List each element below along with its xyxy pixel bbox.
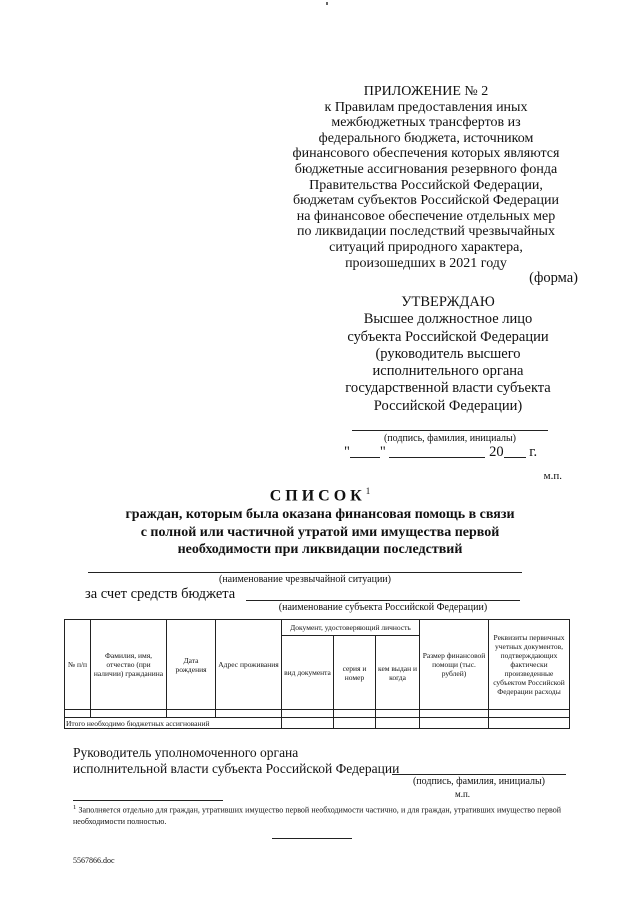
budget-subject-field[interactable] xyxy=(246,600,520,601)
appendix-line: на финансовое обеспечение отдельных мер xyxy=(296,208,556,224)
col-header-id-document: Документ, удостоверяющий личность xyxy=(282,620,420,636)
approval-signature-caption: (подпись, фамилия, инициалы) xyxy=(383,433,517,444)
table-cell[interactable] xyxy=(65,710,91,718)
col-header-address: Адрес проживания xyxy=(216,620,282,710)
approval-stamp-label: м.п. xyxy=(543,470,562,482)
table-total-row xyxy=(65,718,570,729)
subtitle-line: необходимости при ликвидации последствий xyxy=(177,542,463,557)
table-cell[interactable] xyxy=(282,718,334,729)
approval-signature-line[interactable] xyxy=(352,430,548,431)
appendix-line: произошедших в 2021 году xyxy=(345,255,507,271)
appendix-line: бюджетные ассигнования резервного фонда xyxy=(294,161,558,177)
form-label: (форма) xyxy=(529,270,578,286)
budget-label: за счет средств бюджета xyxy=(85,586,236,602)
table-cell[interactable] xyxy=(376,710,420,718)
approval-date-row xyxy=(344,444,537,461)
approval-title: УТВЕРЖДАЮ xyxy=(401,294,495,310)
date-year-field[interactable] xyxy=(504,444,526,458)
emergency-name-field[interactable] xyxy=(88,572,522,573)
head-signature-line[interactable] xyxy=(392,774,566,775)
col-header-doc-series: серия и номер xyxy=(334,636,376,710)
table-cell[interactable] xyxy=(334,718,376,729)
date-year-suffix: г. xyxy=(529,444,538,460)
col-header-doc-type: вид документа xyxy=(282,636,334,710)
col-header-birth-date: Дата рождения xyxy=(167,620,216,710)
appendix-line: к Правилам предоставления иных xyxy=(324,99,528,115)
approval-block xyxy=(318,294,578,415)
list-title-text: СПИСОК xyxy=(269,487,366,505)
appendix-line: по ликвидации последствий чрезвычайных xyxy=(297,224,555,240)
date-quote-open: " xyxy=(344,444,350,460)
head-title-line: Руководитель уполномоченного органа xyxy=(73,745,299,760)
approval-line: (руководитель высшего xyxy=(375,345,521,362)
appendix-title: ПРИЛОЖЕНИЕ № 2 xyxy=(363,84,489,99)
table-cell[interactable] xyxy=(334,710,376,718)
table-cell[interactable] xyxy=(282,710,334,718)
approval-line: исполнительного органа xyxy=(372,363,524,380)
total-label: Итого необходимо бюджетных ассигнований xyxy=(65,718,282,729)
date-day-field[interactable] xyxy=(350,444,380,458)
table-cell[interactable] xyxy=(420,710,489,718)
head-signature-caption: (подпись, фамилия, инициалы) xyxy=(412,776,546,787)
date-year-prefix: 20 xyxy=(489,444,504,460)
appendix-line: бюджетам субъектов Российской Федерации xyxy=(293,193,559,209)
appendix-line: федерального бюджета, источником xyxy=(318,130,534,146)
approval-line: Высшее должностное лицо xyxy=(363,311,533,328)
appendix-line: финансового обеспечения которых являются xyxy=(292,146,560,162)
approval-line: государственной власти субъекта xyxy=(345,380,551,397)
table-cell[interactable] xyxy=(489,710,570,718)
col-header-doc-issued: кем выдан и когда xyxy=(376,636,420,710)
col-header-requisites: Реквизиты первичных учетных документов, подтверждающих фактически произведенные субъектом Российской Федерации расходы xyxy=(489,620,570,710)
col-header-name: Фамилия, имя, отчество (при наличии) гражданина xyxy=(91,620,167,710)
subtitle-line: граждан, которым была оказана финансовая помощь в связи xyxy=(125,507,515,522)
table-cell[interactable] xyxy=(376,718,420,729)
end-divider xyxy=(272,838,352,839)
head-stamp-label: м.п. xyxy=(455,789,471,799)
date-quote-close: " xyxy=(379,444,386,460)
table-cell[interactable] xyxy=(91,710,167,718)
citizens-table xyxy=(64,619,570,729)
subtitle-line: с полной или частичной утратой ими имущества первой xyxy=(140,524,500,540)
budget-subject-caption: (наименование субъекта Российской Федерации) xyxy=(278,602,488,613)
appendix-line: межбюджетных трансфертов из xyxy=(331,115,521,131)
head-title-line: исполнительной власти субъекта Российской Федерации xyxy=(73,761,400,776)
footnote-number: 1 xyxy=(73,804,77,811)
document-id: 5567866.doc xyxy=(73,856,115,865)
total-amount-cell[interactable] xyxy=(420,718,489,729)
table-cell[interactable] xyxy=(489,718,570,729)
approval-line: субъекта Российской Федерации xyxy=(347,328,549,345)
approval-line: Российской Федерации) xyxy=(373,397,523,414)
footnote-divider xyxy=(73,800,223,801)
appendix-line: Правительства Российской Федерации, xyxy=(309,177,543,193)
footnote-mark: 1 xyxy=(365,486,371,496)
list-subtitle xyxy=(90,506,550,559)
scan-mark xyxy=(326,2,328,5)
table-row xyxy=(65,710,570,718)
footnote-text: Заполняется отдельно для граждан, утративших имущество первой необходимости частично, и для граждан, утративших имущество первой необходимости полностью. xyxy=(73,805,561,826)
list-title xyxy=(0,486,640,505)
date-month-field[interactable] xyxy=(389,444,485,458)
table-cell[interactable] xyxy=(167,710,216,718)
col-header-number: № п/п xyxy=(65,620,91,710)
appendix-block xyxy=(268,84,584,271)
table-cell[interactable] xyxy=(216,710,282,718)
footnote xyxy=(73,802,561,827)
col-header-amount: Размер финансовой помощи (тыс. рублей) xyxy=(420,620,489,710)
appendix-line: ситуаций природного характера, xyxy=(329,239,523,255)
emergency-name-caption: (наименование чрезвычайной ситуации) xyxy=(219,574,391,585)
